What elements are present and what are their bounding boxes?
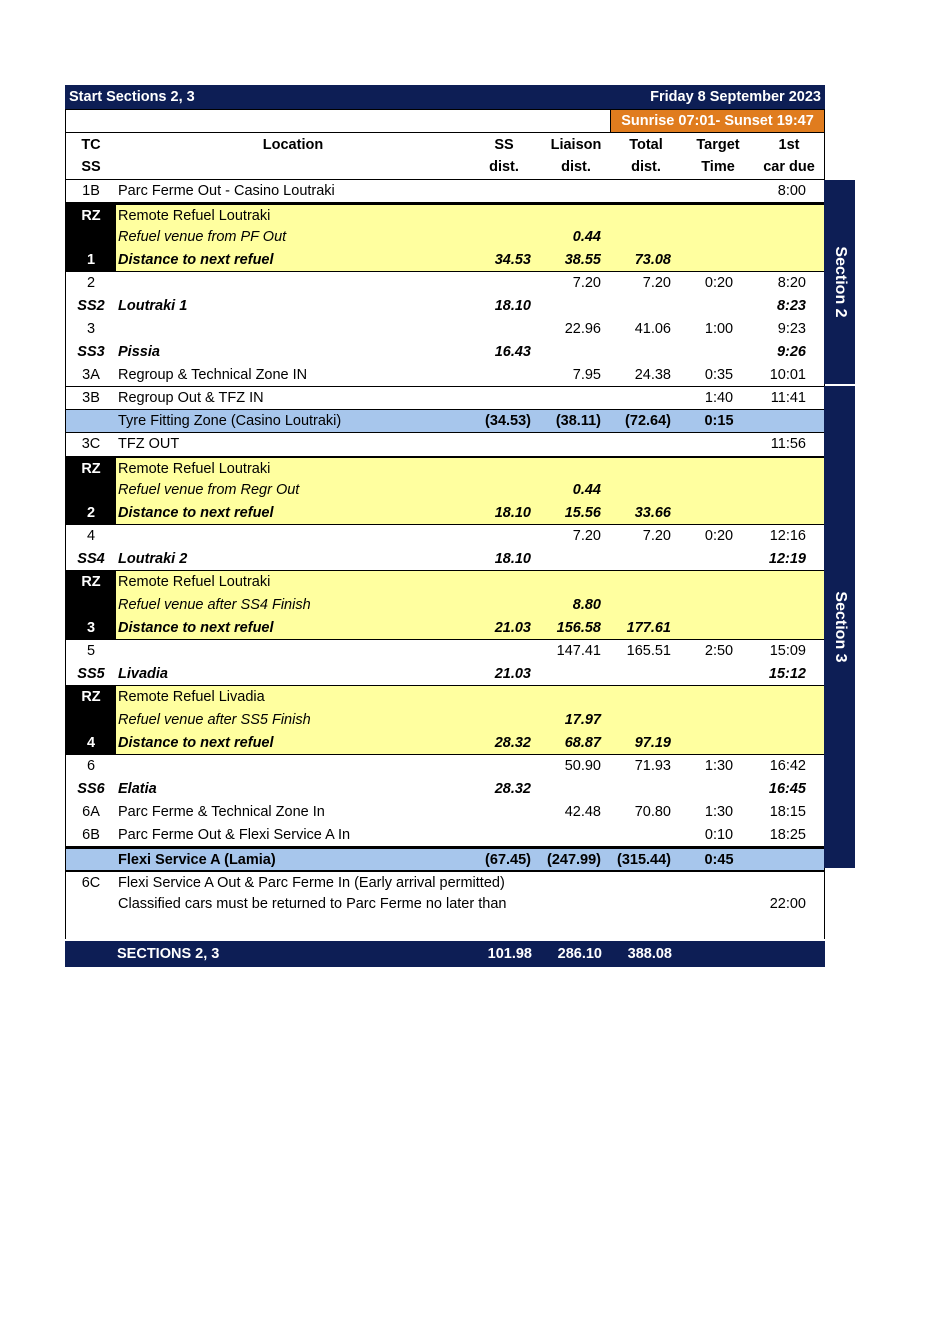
cell-ss: 34.53	[494, 252, 531, 268]
itinerary-row	[65, 502, 825, 525]
col-location: Location	[262, 137, 324, 153]
cell-tc: 6B	[82, 827, 100, 843]
cell-tc: 3A	[82, 367, 100, 383]
cell-loc: Distance to next refuel	[118, 252, 274, 268]
cell-tc: RZ	[66, 571, 116, 594]
cell-tc: SS6	[77, 781, 105, 797]
cell-loc: Distance to next refuel	[118, 620, 274, 636]
cell-ss: 16.43	[494, 344, 531, 360]
cell-tot: 71.93	[634, 758, 671, 774]
cell-due: 8:20	[777, 275, 806, 291]
cell-tot: 41.06	[634, 321, 671, 337]
itinerary-table	[65, 85, 825, 967]
totals-ss: 101.98	[487, 946, 532, 962]
cell-ss: 18.10	[494, 551, 531, 567]
itinerary-row	[65, 295, 825, 318]
section-2-bar	[824, 180, 855, 384]
cell-loc: Flexi Service A Out & Parc Ferme In (Early arrival permitted)	[118, 875, 505, 891]
cell-tc: SS2	[77, 298, 105, 314]
cell-due: 8:23	[776, 298, 806, 314]
itinerary-row	[65, 272, 825, 295]
cell-lia: 7.95	[572, 367, 601, 383]
itinerary-row	[65, 387, 825, 410]
cell-tot: 177.61	[626, 620, 671, 636]
col-liaison-2: dist.	[561, 159, 591, 175]
itinerary-row	[65, 456, 825, 479]
cell-loc: Flexi Service A (Lamia)	[118, 852, 276, 868]
cell-due: 11:41	[770, 390, 806, 406]
sunrise-sunset: Sunrise 07:01- Sunset 19:47	[610, 110, 824, 132]
cell-loc: Pissia	[118, 344, 160, 360]
itinerary-row	[65, 801, 825, 824]
cell-lia: 8.80	[572, 597, 601, 613]
cell-tc: 3C	[81, 436, 101, 452]
itinerary-rows	[65, 180, 825, 939]
itinerary-row	[65, 341, 825, 364]
cell-tgt: 0:45	[704, 852, 734, 868]
column-header-row-2	[65, 156, 825, 180]
cell-loc: Livadia	[118, 666, 168, 682]
cell-loc: Remote Refuel Loutraki	[118, 208, 271, 224]
itinerary-row	[65, 709, 825, 732]
col-liaison: Liaison	[550, 137, 602, 153]
cell-tgt: 1:00	[704, 321, 734, 337]
cell-loc: Refuel venue from Regr Out	[118, 482, 300, 498]
cell-tot: (315.44)	[616, 852, 671, 868]
itinerary-row	[65, 525, 825, 548]
cell-lia: 156.58	[556, 620, 601, 636]
cell-loc: Classified cars must be returned to Parc Ferme no later than	[118, 896, 507, 912]
itinerary-row	[65, 226, 825, 249]
cell-loc: Distance to next refuel	[118, 505, 274, 521]
cell-tot: 165.51	[626, 643, 671, 659]
itinerary-row	[65, 640, 825, 663]
title-bar	[65, 85, 825, 109]
cell-loc: Parc Ferme Out & Flexi Service A In	[118, 827, 351, 843]
itinerary-row	[65, 410, 825, 433]
col-total: Total	[629, 137, 663, 153]
cell-tc: 2	[86, 275, 96, 291]
col-ss-dist: SS	[494, 137, 514, 153]
cell-loc: Loutraki 1	[118, 298, 188, 314]
cell-tgt: 0:20	[704, 528, 734, 544]
cell-loc: Parc Ferme Out - Casino Loutraki	[118, 183, 335, 199]
cell-loc: Distance to next refuel	[118, 735, 274, 751]
cell-due: 9:26	[776, 344, 806, 360]
cell-lia: 0.44	[572, 482, 601, 498]
cell-lia: 38.55	[564, 252, 601, 268]
cell-ss: 18.10	[494, 505, 531, 521]
itinerary-row	[65, 433, 825, 456]
cell-tot: 7.20	[642, 275, 671, 291]
cell-due: 18:15	[769, 804, 806, 820]
section-3-bar	[824, 386, 855, 868]
cell-tot: 7.20	[642, 528, 671, 544]
itinerary-row	[65, 249, 825, 272]
cell-tc	[66, 226, 116, 249]
cell-due: 18:25	[769, 827, 806, 843]
col-due: 1st	[778, 137, 800, 153]
cell-tc: 5	[86, 643, 96, 659]
cell-tot: 97.19	[634, 735, 671, 751]
cell-tot: 70.80	[634, 804, 671, 820]
itinerary-row	[65, 617, 825, 640]
cell-due: 15:09	[769, 643, 806, 659]
cell-lia: 0.44	[572, 229, 601, 245]
col-ss: SS	[81, 159, 101, 175]
cell-tgt: 0:20	[704, 275, 734, 291]
cell-ss: 21.03	[494, 620, 531, 636]
section-3-label: Section 3	[831, 591, 849, 663]
itinerary-row	[65, 893, 825, 939]
cell-tc	[66, 479, 116, 502]
cell-tc: 3	[66, 617, 116, 639]
cell-tc: RZ	[66, 205, 116, 226]
cell-loc: Remote Refuel Loutraki	[118, 574, 271, 590]
cell-due: 9:23	[777, 321, 806, 337]
cell-tc: RZ	[66, 458, 116, 479]
col-total-2: dist.	[631, 159, 661, 175]
cell-tc: 6	[86, 758, 96, 774]
itinerary-row	[65, 732, 825, 755]
cell-tgt: 1:30	[704, 758, 734, 774]
title: Start Sections 2, 3	[69, 89, 195, 105]
cell-due: 10:01	[769, 367, 806, 383]
totals-total: 388.08	[627, 946, 672, 962]
cell-tgt: 0:10	[704, 827, 734, 843]
cell-due: 22:00	[769, 896, 806, 912]
cell-loc: Refuel venue after SS4 Finish	[118, 597, 311, 613]
cell-tot: 73.08	[634, 252, 671, 268]
col-target: Target	[696, 137, 740, 153]
cell-ss: 28.32	[494, 735, 531, 751]
cell-loc: Regroup Out & TFZ IN	[118, 390, 264, 406]
itinerary-row	[65, 479, 825, 502]
date: Friday 8 September 2023	[650, 89, 821, 105]
cell-tc	[66, 709, 116, 732]
cell-tgt: 1:30	[704, 804, 734, 820]
cell-tgt: 0:15	[704, 413, 734, 429]
itinerary-row	[65, 778, 825, 801]
itinerary-row	[65, 364, 825, 387]
cell-lia: (38.11)	[555, 413, 601, 429]
cell-tc: SS4	[77, 551, 105, 567]
cell-tc: 3	[86, 321, 96, 337]
totals-liaison: 286.10	[557, 946, 602, 962]
cell-ss: (34.53)	[485, 413, 531, 429]
cell-ss: (67.45)	[485, 852, 531, 868]
cell-tc: 1B	[82, 183, 100, 199]
cell-tc: SS5	[77, 666, 105, 682]
cell-tgt: 2:50	[704, 643, 734, 659]
col-target-2: Time	[701, 159, 735, 175]
cell-lia: (247.99)	[546, 852, 601, 868]
cell-loc: Parc Ferme & Technical Zone In	[118, 804, 325, 820]
cell-tc: 3B	[82, 390, 100, 406]
cell-due: 11:56	[770, 436, 806, 452]
cell-tot: 24.38	[634, 367, 671, 383]
cell-due: 8:00	[777, 183, 806, 199]
cell-lia: 22.96	[564, 321, 601, 337]
cell-loc: Elatia	[118, 781, 157, 797]
cell-loc: TFZ OUT	[118, 436, 180, 452]
cell-lia: 15.56	[564, 505, 601, 521]
cell-tc: RZ	[66, 686, 116, 709]
itinerary-row	[65, 824, 825, 847]
cell-lia: 147.41	[556, 643, 601, 659]
cell-loc: Remote Refuel Livadia	[118, 689, 265, 705]
sun-row	[65, 109, 825, 132]
cell-lia: 17.97	[564, 712, 601, 728]
cell-loc: Remote Refuel Loutraki	[118, 461, 271, 477]
cell-lia: 7.20	[572, 528, 601, 544]
itinerary-row	[65, 548, 825, 571]
cell-loc: Refuel venue from PF Out	[118, 229, 287, 245]
itinerary-row	[65, 203, 825, 226]
itinerary-row	[65, 663, 825, 686]
cell-tc: 1	[66, 249, 116, 271]
cell-tc	[66, 594, 116, 617]
totals-label: SECTIONS 2, 3	[117, 946, 220, 962]
cell-loc: Loutraki 2	[118, 551, 188, 567]
cell-loc: Tyre Fitting Zone (Casino Loutraki)	[118, 413, 342, 429]
cell-due: 16:42	[769, 758, 806, 774]
itinerary-row	[65, 571, 825, 594]
cell-tc: SS3	[77, 344, 105, 360]
cell-tc: 2	[66, 502, 116, 524]
cell-loc: Regroup & Technical Zone IN	[118, 367, 308, 383]
itinerary-row	[65, 755, 825, 778]
cell-tc: 4	[86, 528, 96, 544]
col-ss-dist-2: dist.	[489, 159, 519, 175]
itinerary-row	[65, 686, 825, 709]
cell-lia: 68.87	[564, 735, 601, 751]
cell-tot: 33.66	[634, 505, 671, 521]
itinerary-row	[65, 847, 825, 870]
cell-lia: 42.48	[564, 804, 601, 820]
itinerary-row	[65, 318, 825, 341]
cell-ss: 18.10	[494, 298, 531, 314]
cell-loc: Refuel venue after SS5 Finish	[118, 712, 311, 728]
cell-tc: 6C	[81, 875, 101, 891]
section-2-label: Section 2	[831, 246, 849, 318]
cell-due: 12:19	[768, 551, 806, 567]
itinerary-row	[65, 870, 825, 893]
column-header-row-1	[65, 132, 825, 156]
itinerary-row	[65, 180, 825, 203]
cell-due: 12:16	[769, 528, 806, 544]
col-tc: TC	[81, 137, 101, 153]
cell-tot: (72.64)	[625, 413, 671, 429]
cell-lia: 7.20	[572, 275, 601, 291]
cell-due: 16:45	[768, 781, 806, 797]
cell-tgt: 0:35	[704, 367, 734, 383]
cell-ss: 21.03	[494, 666, 531, 682]
totals-row	[65, 941, 825, 967]
cell-ss: 28.32	[494, 781, 531, 797]
cell-tc: 4	[66, 732, 116, 754]
cell-tc: 6A	[82, 804, 100, 820]
cell-due: 15:12	[768, 666, 806, 682]
cell-tgt: 1:40	[704, 390, 734, 406]
itinerary-row	[65, 594, 825, 617]
cell-lia: 50.90	[564, 758, 601, 774]
col-due-2: car due	[763, 159, 815, 175]
